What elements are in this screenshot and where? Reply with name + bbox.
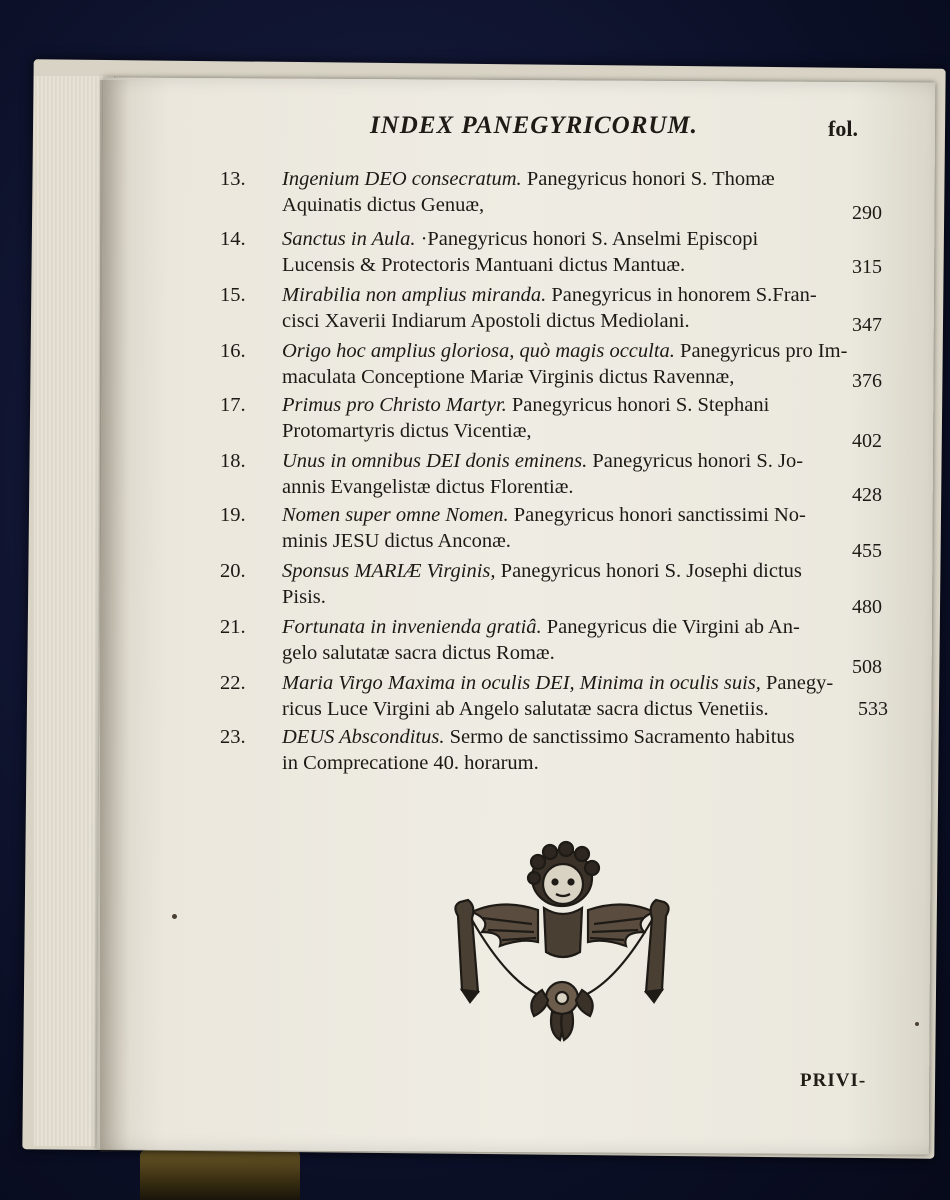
entry-number: 19. — [220, 504, 246, 526]
paper-speck — [172, 914, 177, 919]
entry-number: 18. — [220, 450, 246, 472]
running-head: INDEX PANEGYRICORUM. — [370, 112, 698, 139]
entry-title: Primus pro Christo Martyr. — [282, 394, 507, 416]
index-entry — [220, 502, 890, 562]
entry-number: 15. — [220, 284, 246, 306]
entry-title: DEUS Absconditus. — [282, 726, 445, 748]
entry-title: Origo hoc amplius gloriosa, quò magis occulta. — [282, 340, 675, 362]
entry-description-cont: cisci Xaverii Indiarum Apostoli dictus Mediolani. — [282, 310, 690, 332]
entry-folio: 315 — [852, 256, 882, 278]
entry-description: Panegyricus honori S. Josephi dictus — [500, 560, 802, 582]
index-entry — [220, 166, 890, 226]
entry-title: Mirabilia non amplius miranda. — [282, 284, 547, 306]
entry-description-cont: gelo salutatæ sacra dictus Romæ. — [282, 642, 555, 664]
page-header — [370, 112, 890, 148]
index-entry — [220, 448, 890, 506]
entry-number: 23. — [220, 726, 246, 748]
entry-title: Maria Virgo Maxima in oculis DEI, Minima in oculis suis, — [282, 672, 761, 694]
paper-speck — [915, 1022, 919, 1026]
entry-description: Panegyricus honori S. Stephani — [511, 394, 770, 416]
entry-description: Panegy- — [766, 672, 834, 694]
index-entry — [220, 724, 890, 780]
entry-number: 14. — [220, 228, 246, 250]
index-entry — [220, 282, 890, 338]
index-entry — [220, 338, 890, 392]
entry-description: ·Panegyricus honori S. Anselmi Episcopi — [420, 228, 759, 250]
entry-title: Ingenium DEO consecratum. — [282, 168, 522, 190]
entry-description: Panegyricus die Virgini ab An- — [546, 616, 800, 638]
entry-description-cont: Protomartyris dictus Vicentiæ, — [282, 420, 532, 442]
index-entry — [220, 558, 890, 618]
catchword: PRIVI- — [800, 1070, 867, 1091]
winged-cherub-woodcut-icon — [442, 840, 682, 1045]
entry-folio: 533 — [858, 698, 888, 720]
entry-number: 22. — [220, 672, 246, 694]
entry-number: 21. — [220, 616, 246, 638]
entry-number: 20. — [220, 560, 246, 582]
entry-description: Panegyricus honori sanctissimi No- — [513, 504, 806, 526]
entry-description: Panegyricus in honorem S.Fran- — [551, 284, 817, 306]
entry-description: Panegyricus honori S. Jo- — [592, 450, 804, 472]
entry-number: 13. — [220, 168, 246, 190]
entry-number: 16. — [220, 340, 246, 362]
entry-folio: 428 — [852, 484, 882, 506]
entry-title: Sanctus in Aula. — [282, 228, 416, 250]
entry-folio: 508 — [852, 656, 882, 678]
entry-description-cont: Aquinatis dictus Genuæ, — [282, 194, 485, 216]
gutter-shadow — [100, 80, 130, 1152]
entry-folio: 376 — [852, 370, 882, 392]
index-entry — [220, 614, 890, 678]
entry-title: Sponsus MARIÆ Virginis, — [282, 560, 496, 582]
index-entry — [220, 226, 890, 282]
entry-title: Nomen super omne Nomen. — [282, 504, 509, 526]
entry-folio: 480 — [852, 596, 882, 618]
index-entry — [220, 670, 890, 724]
book-stand — [140, 1150, 300, 1200]
entry-title: Unus in omnibus DEI donis eminens. — [282, 450, 588, 472]
index-entry — [220, 392, 890, 452]
entry-folio: 290 — [852, 202, 882, 224]
entry-description-cont: in Comprecatione 40. horarum. — [282, 752, 539, 774]
entry-description: Panegyricus pro Im- — [680, 340, 848, 362]
entry-description-cont: Pisis. — [282, 586, 326, 608]
entry-description: Sermo de sanctissimo Sacramento habitus — [449, 726, 795, 748]
entry-description-cont: minis JESU dictus Anconæ. — [282, 530, 511, 552]
entry-description: Panegyricus honori S. Thomæ — [526, 168, 775, 190]
entry-folio: 455 — [852, 540, 882, 562]
entry-number: 17. — [220, 394, 246, 416]
entry-description-cont: Lucensis & Protectoris Mantuani dictus Mantuæ. — [282, 254, 686, 276]
entry-description-cont: annis Evangelistæ dictus Florentiæ. — [282, 476, 574, 498]
folio-label: fol. — [828, 116, 858, 141]
index-list — [220, 166, 890, 780]
entry-description-cont: maculata Conceptione Mariæ Virginis dictus Ravennæ, — [282, 366, 735, 388]
entry-folio: 402 — [852, 430, 882, 452]
entry-title: Fortunata in invenienda gratiâ. — [282, 616, 542, 638]
entry-description-cont: ricus Luce Virgini ab Angelo salutatæ sacra dictus Venetiis. — [282, 698, 769, 720]
entry-folio: 347 — [852, 314, 882, 336]
